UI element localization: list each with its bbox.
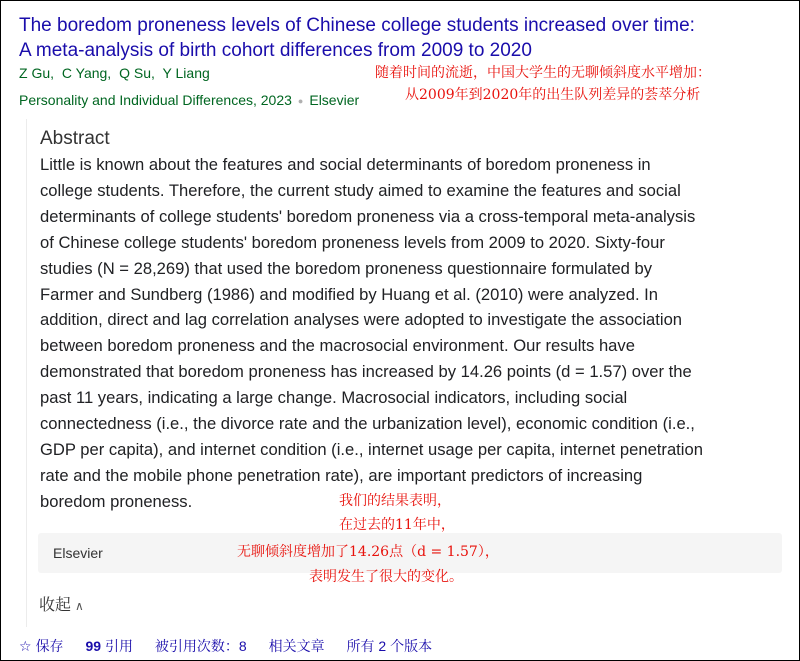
translation-note-title-1: 随着时间的流逝，中国大学生的无聊倾斜度水平增加： [375,65,711,81]
abstract-line: addition, direct and lag correlation analyses were adopted to investigate the association [40,310,683,330]
abstract-line: rate and the mobile phone penetration rate), are important predictors of increasing [40,465,643,485]
publication-info [19,92,359,108]
star-icon: ☆ [19,638,32,654]
translation-note-result-2: 在过去的11年中， [339,517,455,533]
chevron-up-icon: ∧ [75,599,84,613]
abstract-line: of Chinese college students' boredom proneness levels from 2009 to 2020. Sixty-four [40,232,665,252]
abstract-line: demonstrated that boredom proneness has increased by 14.26 points (d = 1.57) over the [40,362,692,382]
related-articles-link[interactable]: 相关文章 [268,638,325,654]
author-link[interactable]: Y Liang [162,65,210,81]
all-versions-link[interactable]: 所有 2 个版本 [346,638,433,654]
quote-icon: 99 [85,638,102,654]
abstract-heading: Abstract [40,128,110,149]
abstract-line: boredom proneness. [40,491,193,511]
abstract-line: college students. Therefore, the current study aimed to examine the features and social [40,180,681,200]
title-line-1: The boredom proneness levels of Chinese college students increased over time: [19,15,695,36]
cited-by-link[interactable]: 被引用次数：8 [154,638,247,654]
save-label: 保存 [35,638,64,654]
abstract-line: GDP per capita), and internet condition (i.e., internet usage per capita, internet penetration [40,439,703,459]
translation-note-result-1: 我们的结果表明， [339,493,451,509]
authors [19,65,214,81]
cite-label: 引用 [105,638,134,654]
abstract-line: Farmer and Sundberg (1986) and modified by Huang et al. (2010) were analyzed. In [40,284,659,304]
title-line-2: A meta-analysis of birth cohort differences from 2009 to 2020 [19,40,532,61]
abstract-line: studies (N = 28,269) that used the boredom proneness questionnaire formulated by [40,258,653,278]
save-button[interactable] [19,636,64,656]
abstract-line: determinants of college students' boredom proneness via a cross-temporal meta-analysis [40,206,696,226]
abstract-line: between boredom proneness and the macrosocial environment. Our results have [40,336,635,356]
journal-name: Personality and Individual Differences, 2023 [19,92,292,108]
abstract-line: Little is known about the features and social determinants of boredom proneness in [40,155,651,174]
abstract-line: past 11 years, indicating a large change. Macrosocial indicators, including social [40,388,628,408]
abstract-text [40,152,784,515]
separator-dot: ● [297,96,304,107]
cite-button[interactable] [85,636,133,656]
author-link[interactable]: C Yang, [61,65,112,81]
collapse-abstract-button[interactable] [39,592,84,615]
translation-note-result-4: 表明发生了很大的变化。 [309,569,463,585]
author-link[interactable]: Z Gu, [19,65,55,81]
result-title-link[interactable] [19,13,789,63]
author-link[interactable]: Q Su, [119,65,155,81]
result-actions [19,636,450,656]
translation-note-title-2: 从2009年到2020年的出生队列差异的荟萃分析 [405,87,701,103]
translation-note-result-3: 无聊倾斜度增加了14.26点（d = 1.57）， [237,544,499,560]
publisher-name: Elsevier [309,92,360,108]
abstract-line: connectedness (i.e., the divorce rate and the urbanization level), economic condition (i.e., [40,414,695,434]
publisher-source-label: Elsevier [53,545,103,561]
collapse-label: 收起 [39,597,72,614]
